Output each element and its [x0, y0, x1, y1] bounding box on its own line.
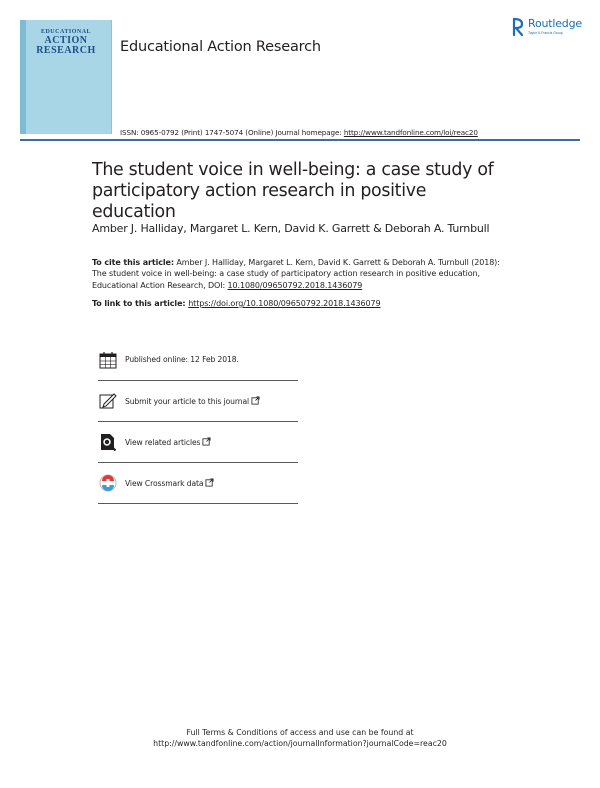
article-authors: Amber J. Halliday, Margaret L. Kern, David K. Garrett & Deborah A. Turnbull — [92, 222, 490, 235]
published-online-label: Published online: 12 Feb 2018. — [125, 355, 239, 364]
article-doi-url[interactable]: https://doi.org/10.1080/09650792.2018.1436079 — [188, 299, 381, 308]
journal-cover-image — [20, 20, 112, 134]
crossmark-text: View Crossmark data — [125, 479, 204, 488]
pencil-icon — [98, 391, 118, 411]
related-articles-text: View related articles — [125, 438, 201, 447]
cover-title — [26, 28, 106, 56]
submit-article-label — [125, 396, 260, 406]
citation-block — [92, 257, 512, 291]
cover-title-line3: RESEARCH — [36, 45, 96, 56]
related-articles-item[interactable] — [98, 428, 298, 460]
article-link-row — [92, 299, 381, 308]
journal-homepage-link[interactable]: http://www.tandfonline.com/loi/reac20 — [343, 128, 478, 137]
calendar-icon — [98, 350, 118, 370]
article-title: The student voice in well-being: a case study of participatory action research in positive education — [92, 160, 494, 222]
doi-link[interactable]: 10.1080/09650792.2018.1436079 — [227, 280, 363, 290]
footer-terms-link[interactable]: http://www.tandfonline.com/action/journalInformation?journalCode=reac20 — [153, 739, 447, 749]
issn-text: ISSN: 0965-0792 (Print) 1747-5074 (Online) Journal homepage: — [120, 128, 344, 137]
related-articles-label — [125, 437, 211, 447]
footer-line1: Full Terms & Conditions of access and use can be found at — [186, 728, 414, 737]
list-divider — [98, 421, 298, 422]
list-divider — [98, 462, 298, 463]
crossmark-item[interactable] — [98, 469, 298, 501]
cite-label: To cite this article: — [92, 258, 174, 267]
publisher-tagline: Taylor & Francis Group — [528, 31, 563, 35]
link-label: To link to this article: — [92, 299, 189, 308]
routledge-logo-icon — [511, 17, 525, 37]
external-link-icon — [251, 396, 260, 405]
cite-text: Amber J. Halliday, Margaret L. Kern, David K. Garrett & Deborah A. Turnbull (2018): The student voice in well-being: a case study of participatory action research in positive education, Educational Action Research, DOI: — [92, 258, 500, 290]
published-online-item — [98, 346, 298, 378]
submit-article-text: Submit your article to this journal — [125, 397, 250, 406]
header-divider — [20, 139, 580, 141]
cover-title-line1: EDUCATIONAL — [40, 29, 92, 35]
external-link-icon — [202, 437, 211, 446]
list-divider — [98, 503, 298, 504]
crossmark-label — [125, 478, 214, 488]
list-divider — [98, 380, 298, 381]
search-document-icon — [98, 432, 118, 452]
issn-line — [120, 128, 478, 137]
external-link-icon — [205, 478, 214, 487]
submit-article-item[interactable] — [98, 387, 298, 419]
publisher-logo[interactable] — [511, 17, 593, 39]
terms-footer — [0, 727, 600, 750]
journal-name[interactable]: Educational Action Research — [120, 39, 321, 55]
cover-title-line2: ACTION — [44, 35, 88, 46]
publisher-name: Routledge — [528, 17, 582, 30]
crossmark-icon — [98, 473, 118, 493]
